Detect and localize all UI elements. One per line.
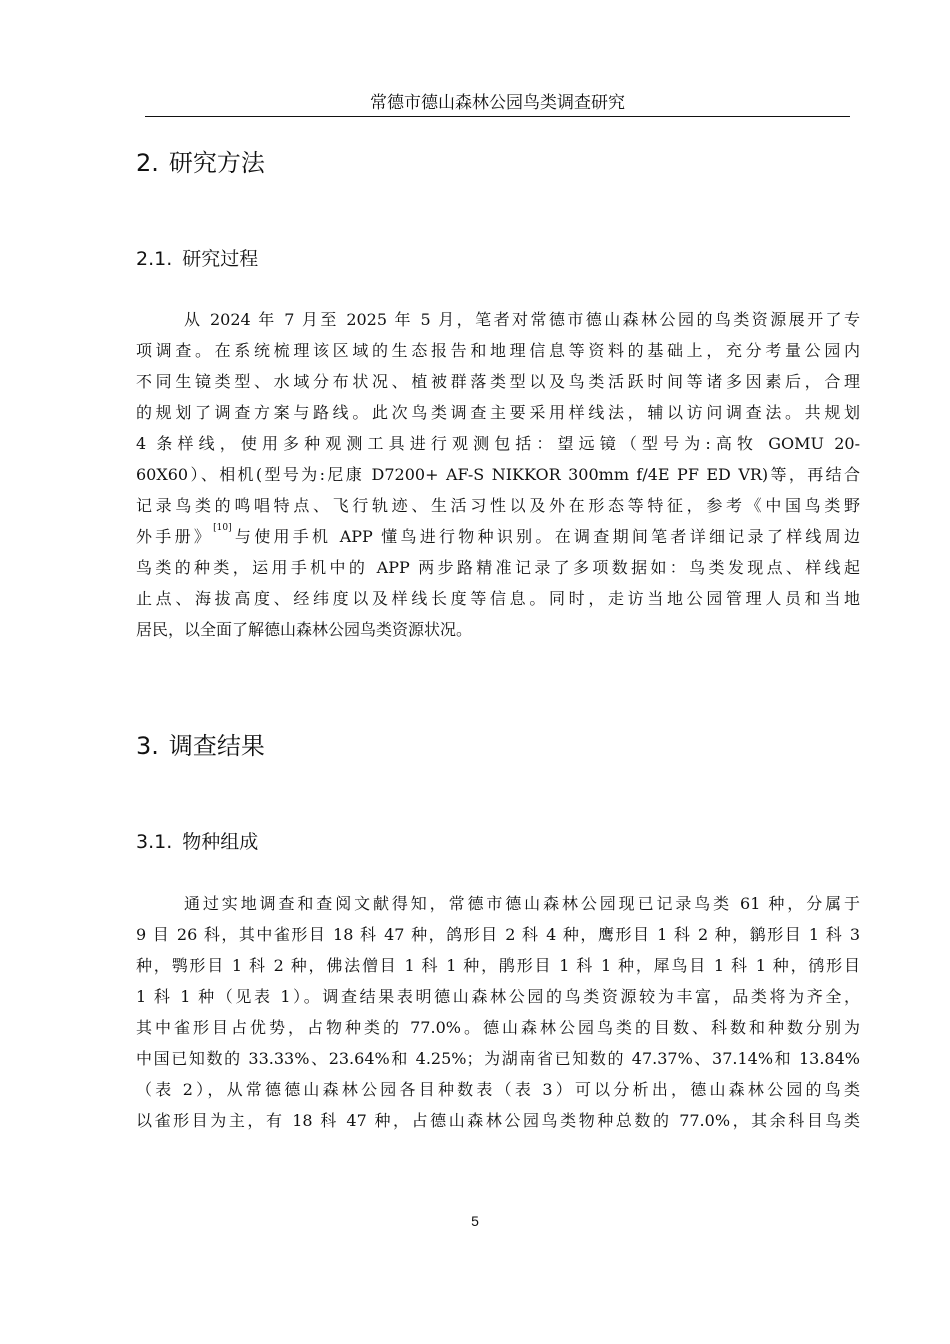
paragraph-line: 的规划了调查方案与路线。此次鸟类调查主要采用样线法，辅以访问调查法。共规划	[136, 403, 860, 422]
paragraph-line-with-citation	[136, 521, 860, 552]
section-heading-2-1	[136, 246, 258, 272]
section-number: 3.1.	[136, 831, 173, 853]
section-title: 研究过程	[182, 248, 259, 270]
section-heading-3	[136, 731, 265, 761]
paragraph-line: 9 目 26 科，其中雀形目 18 科 47 种，鸽形目 2 科 4 种，鹰形目 1 科 2 种，鹟形目 1 科 3	[136, 925, 860, 944]
running-header	[145, 93, 850, 117]
paragraph-line: 记录鸟类的鸣唱特点、飞行轨迹、生活习性以及外在形态等特征，参考《中国鸟类野	[136, 496, 860, 515]
line-text: 外手册》	[136, 527, 214, 546]
paragraph-line: 项调查。在系统梳理该区域的生态报告和地理信息等资料的基础上，充分考量公园内	[136, 341, 860, 360]
section-heading-3-1	[136, 829, 258, 855]
section-title: 研究方法	[168, 149, 265, 177]
paragraph-line: 不同生镜类型、水域分布状况、植被群落类型以及鸟类活跃时间等诸多因素后，合理	[136, 372, 860, 391]
section-heading-2	[136, 148, 265, 178]
section-number: 3.	[136, 732, 159, 760]
section-number: 2.	[136, 149, 159, 177]
line-text: 与使用手机 APP 懂鸟进行物种识别。在调查期间笔者详细记录了样线周边	[231, 527, 860, 546]
section-title: 调查结果	[168, 732, 265, 760]
paragraph-line: 其中雀形目占优势，占物种类的 77.0%。德山森林公园鸟类的目数、科数和种数分别为	[136, 1018, 860, 1037]
paragraph-line: 60X60）、相机(型号为:尼康 D7200+ AF-S NIKKOR 300mm f/4E PF ED VR)等，再结合	[136, 465, 860, 484]
paragraph-line: 1 科 1 种（见表 1）。调查结果表明德山森林公园的鸟类资源较为丰富，品类将为齐全，	[136, 987, 860, 1006]
paragraph-research-process	[136, 304, 860, 645]
paragraph-line: 通过实地调查和查阅文献得知，常德市德山森林公园现已记录鸟类 61 种，分属于	[184, 894, 860, 913]
running-header-title: 常德市德山森林公园鸟类调查研究	[370, 93, 625, 113]
paragraph-line: （表 2），从常德德山森林公园各目种数表（表 3）可以分析出，德山森林公园的鸟类	[136, 1080, 860, 1099]
citation-reference: [10]	[213, 523, 232, 533]
paragraph-line: 种，鹗形目 1 科 2 种，佛法僧目 1 科 1 种，鹃形目 1 科 1 种，犀鸟目 1 科 1 种，鸻形目	[136, 956, 860, 975]
paragraph-line: 止点、海拔高度、经纬度以及样线长度等信息。同时，走访当地公园管理人员和当地	[136, 589, 860, 608]
paragraph-line: 中国已知数的 33.33%、23.64%和 4.25%；为湖南省已知数的 47.37%、37.14%和 13.84%	[136, 1049, 860, 1068]
paragraph-line: 从 2024 年 7 月至 2025 年 5 月，笔者对常德市德山森林公园的鸟类资源展开了专	[184, 310, 860, 329]
section-number: 2.1.	[136, 248, 173, 270]
paragraph-line: 居民，以全面了解德山森林公园鸟类资源状况。	[136, 620, 473, 639]
paragraph-line: 以雀形目为主，有 18 科 47 种，占德山森林公园鸟类物种总数的 77.0%，其余科目鸟类	[136, 1111, 860, 1130]
paragraph-line: 4 条样线，使用多种观测工具进行观测包括：望远镜（型号为:高牧 GOMU 20-	[136, 434, 860, 453]
page-number: 5	[471, 1213, 479, 1229]
paragraph-species-composition	[136, 888, 860, 1136]
section-title: 物种组成	[182, 831, 259, 853]
paragraph-line: 鸟类的种类，运用手机中的 APP 两步路精准记录了多项数据如：鸟类发现点、样线起	[136, 558, 860, 577]
